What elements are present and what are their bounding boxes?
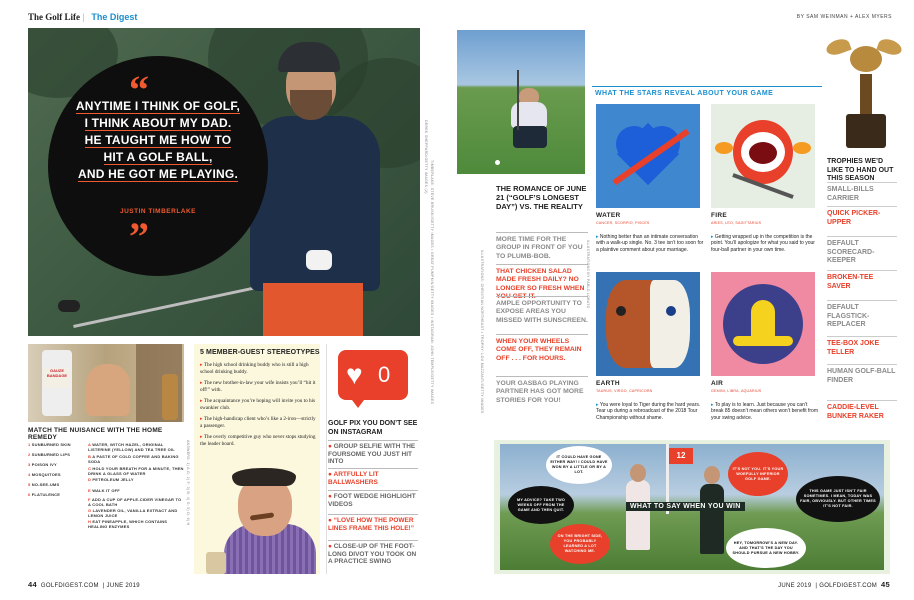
stars-credit: ILLUSTRATIONS BY PABLO LOBATO — [586, 240, 590, 309]
like-count: 0 — [378, 362, 391, 387]
footer-date: JUNE 2019 — [778, 583, 812, 589]
speech-bubble: THIS GAME JUST ISN’T FAIR SOMETIMES. I MEAN, TODAY WAS FAIR, OBVIOUSLY. BUT OTHER TIMES IT’S NOT FAIR. — [796, 476, 880, 522]
trophy-item: HUMAN GOLF-BALL FINDER — [827, 364, 897, 385]
sign-members: TAURUS, VIRGO, CAPRICORN — [596, 389, 653, 393]
cigar-man-photo — [206, 466, 316, 574]
sign-description: Getting wrapped up in the competition is the point. You’ll apologize for what you said to your four-ball partner in your own time. — [711, 234, 815, 253]
nuisance-name: SUNBURNED SKIN — [31, 442, 71, 447]
instagram-item — [328, 540, 418, 566]
sign-text — [711, 234, 819, 253]
remedy-text: HOLD YOUR BREATH FOR A MINUTE, THEN DRINK A GLASS OF WATER — [88, 466, 184, 477]
trophy-item: QUICK PICKER-UPPER — [827, 206, 897, 227]
arrow-icon: ▸ — [711, 402, 715, 408]
sign-members: GEMINI, LIBRA, AQUARIUS — [711, 389, 762, 393]
stereotype-item — [200, 362, 318, 375]
stereotype-item — [200, 398, 318, 411]
golf-glove — [306, 250, 332, 270]
page-header: The Golf Life | The Digest — [28, 12, 138, 22]
air-illustration — [711, 272, 815, 376]
romance-item: AMPLE OPPORTUNITY TO EXPOSE AREAS YOU MISSED WITH SUNSCREEN. — [496, 296, 588, 325]
item-number: 5 — [28, 482, 32, 487]
footer-site: GOLFDIGEST.COM — [40, 583, 99, 589]
remedy-text: ADD A CUP OF APPLE-CIDER VINEGAR TO A COOL BATH — [88, 497, 182, 508]
arrow-icon: ▸ — [596, 234, 600, 240]
item-letter: E — [88, 488, 93, 493]
trophy-item: TEE-BOX JOKE TELLER — [827, 336, 897, 357]
stereotype-text: The new brother-in-law your wife insists you’ll “hit it off!” with. — [200, 380, 316, 393]
fire-illustration — [711, 104, 815, 208]
item-letter: H — [88, 519, 93, 524]
item-number: 3 — [28, 462, 32, 467]
quote-line: I THINK ABOUT MY DAD. — [84, 116, 232, 130]
nuisance-item — [28, 462, 78, 467]
remedy-text: LAVENDER OIL, VANILLA EXTRACT AND LEMON JUICE — [88, 508, 178, 519]
instagram-text: CLOSE-UP OF THE FOOT-LONG DIVOT YOU TOOK ON A PRACTICE SWING — [328, 543, 417, 565]
speech-bubble: MY ADVICE? TAKE TWO WEEKS OFF FROM THE GAME AND THEN QUIT. — [508, 486, 574, 524]
remedy-item — [88, 508, 184, 518]
club-head — [58, 300, 80, 312]
photo-credits: TIMBERLAKE: STEVE BRUSKI/GETTY IMAGES • GREAT PUMPKIN/GETTY IMAGES • INSTAGRAM: JOHN TEMPLE/GETTY IMAGES — [430, 160, 434, 405]
romance-item: YOUR GASBAG PLAYING PARTNER HAS GOT MORE STORIES FOR YOU! — [496, 376, 588, 405]
trophy-item: SMALL-BILLS CARRIER — [827, 182, 897, 203]
item-number: 1 — [28, 442, 32, 447]
nuisance-item — [28, 472, 78, 477]
remedy-text: EAT PINEAPPLE, WHICH CONTAINS HEALING ENZYMES — [88, 519, 168, 530]
romance-title: THE ROMANCE OF JUNE 21 (“GOLF’S LONGEST DAY”) VS. THE REALITY — [496, 184, 587, 211]
speech-bubble: IT COULD HAVE GONE EITHER WAY! I COULD HAVE WON BY A LITTLE OR BY A LOT. — [546, 446, 612, 484]
item-number: 4 — [28, 472, 32, 477]
stars-title: WHAT THE STARS REVEAL ABOUT YOUR GAME — [595, 90, 774, 97]
remedy-item — [88, 442, 184, 452]
instagram-item — [328, 490, 418, 508]
instagram-text: GROUP SELFIE WITH THE FOURSOME YOU JUST HIT INTO — [328, 443, 416, 465]
nuisance-name: SUNBURNED LIPS — [31, 452, 71, 457]
instagram-title: GOLF PIX YOU DON’T SEE ON INSTAGRAM — [328, 420, 418, 436]
remedy-item — [88, 466, 184, 476]
item-letter: F — [88, 497, 92, 502]
nuisance-item — [28, 452, 78, 457]
sign-members: ARIES, LEO, SAGITTARIUS — [711, 221, 762, 225]
quote-line: HIT A GOLF BALL, — [103, 150, 213, 164]
hero-photo — [28, 28, 420, 336]
trophy-item: DEFAULT FLAGSTICK-REPLACER — [827, 300, 897, 330]
illustration-credits: ILLUSTRATIONS: CHRISTIAN NORTHEAST • TROPHY: LOU MAZZANTI/GETTY IMAGES — [480, 250, 484, 414]
sign-description: Nothing better than an intimate conversation with a walk-up single. No. 3 tee isn’t too soon for a plaintive comment about your marriage. — [596, 234, 704, 253]
remedy-text: A PASTE OF COLD COFFEE AND BAKING SODA — [88, 454, 179, 465]
page-number: 44 — [28, 580, 37, 589]
item-letter: A — [88, 442, 93, 447]
footer-site: GOLFDIGEST.COM — [819, 583, 878, 589]
romance-item: WHEN YOUR WHEELS COME OFF, THEY REMAIN OFF . . . FOR HOURS. — [496, 334, 588, 363]
win-title: WHAT TO SAY WHEN YOU WIN — [626, 502, 745, 511]
open-quote-mark: “ — [129, 67, 149, 112]
bullet-icon: ● — [328, 493, 334, 500]
remedy-item — [88, 497, 184, 507]
remedy-photo — [28, 344, 184, 422]
stereotype-text: The high school drinking buddy who is still a high school drinking buddy. — [200, 362, 309, 375]
instagram-item — [328, 468, 418, 486]
nuisance-name: MOSQUITOES — [31, 472, 61, 477]
section-name: The Digest — [91, 12, 138, 22]
instagram-item — [328, 514, 418, 532]
answers-key: ANSWERS: 1) A,G; 2) F; 3) B; 4) G; 5) D; 6) H — [186, 440, 190, 526]
byline: BY SAM WEINMAN + ALEX MYERS — [796, 14, 892, 20]
remedy-item — [88, 477, 184, 482]
remedy-text: WALK IT OFF — [92, 488, 120, 493]
bullet-icon: ● — [328, 443, 334, 450]
sign-name: WATER — [596, 212, 621, 219]
stereotype-text: The overly competitive guy who never stops studying the leader board. — [200, 434, 316, 447]
water-illustration — [596, 104, 700, 208]
remedy-text: PETROLEUM JELLY — [92, 477, 134, 482]
arrow-icon: ▸ — [200, 380, 204, 386]
nuisance-item — [28, 492, 78, 497]
trophy-item: BROKEN-TEE SAVER — [827, 270, 897, 291]
arrow-icon: ▸ — [200, 362, 204, 368]
speech-bubble: IT’S NOT YOU. IT’S YOUR WOEFULLY INFERIOR GOLF GAME. — [728, 452, 788, 496]
nuisance-title: MATCH THE NUISANCE WITH THE HOME REMEDY — [28, 427, 163, 441]
arrow-icon: ▸ — [200, 434, 204, 440]
close-quote-mark: ” — [129, 214, 149, 259]
romance-item: THAT CHICKEN SALAD MADE FRESH DAILY? NO LONGER SO FRESH WHEN YOU GET IT. — [496, 264, 588, 301]
item-letter: B — [88, 454, 93, 459]
stereotypes-title: 5 MEMBER-GUEST STEREOTYPES — [200, 349, 320, 356]
stars-rule — [592, 86, 822, 87]
pig-trophy-photo — [838, 40, 898, 150]
item-number: 2 — [28, 452, 32, 457]
page-number: 45 — [881, 580, 890, 589]
sign-members: CANCER, SCORPIO, PISCES — [596, 221, 650, 225]
item-letter: D — [88, 477, 93, 482]
arrow-icon: ▸ — [200, 416, 204, 422]
nuisance-name: FLATULENCE — [31, 492, 61, 497]
romance-item: MORE TIME FOR THE GROUP IN FRONT OF YOU TO PLUMB-BOB. — [496, 232, 588, 261]
pull-quote — [58, 98, 258, 183]
brand-name: The Golf Life — [28, 12, 80, 22]
speech-bubble: HEY, TOMORROW’S A NEW DAY. AND THAT’S THE DAY YOU SHOULD PURSUE A NEW HOBBY. — [726, 528, 806, 568]
quote-line: AND HE GOT ME PLAYING. — [78, 167, 238, 181]
stereotype-item — [200, 434, 318, 447]
trophies-title: TROPHIES WE’D LIKE TO HAND OUT THIS SEASON — [827, 158, 894, 182]
bullet-icon: ● — [328, 471, 334, 478]
remedy-item — [88, 454, 184, 464]
item-letter: C — [88, 466, 93, 471]
crouching-golfer-photo — [457, 30, 585, 174]
footer-date: JUNE 2019 — [106, 583, 140, 589]
nuisance-item — [28, 482, 78, 487]
sign-name: EARTH — [596, 380, 620, 387]
sign-text — [711, 402, 819, 421]
instagram-item — [328, 440, 418, 466]
remedy-item — [88, 488, 184, 493]
flag-number: 12 — [669, 448, 693, 464]
stereotype-item — [200, 416, 318, 429]
sign-description: You were loyal to Tiger during the hard years. Tear up during a rebroadcast of the 2018 Tour Championship without shame. — [596, 402, 701, 421]
arrow-icon: ▸ — [200, 398, 204, 404]
item-number: 6 — [28, 492, 32, 497]
trophy-item: DEFAULT SCORECARD-KEEPER — [827, 236, 897, 266]
stereotype-text: The acquaintance you’re hoping will invite you to his swankier club. — [200, 398, 316, 411]
bullet-icon: ● — [328, 517, 334, 524]
trophy-item: CADDIE-LEVEL BUNKER RAKER — [827, 400, 897, 421]
arrow-icon: ▸ — [596, 402, 600, 408]
instagram-text: “LOVE HOW THE POWER LINES FRAME THIS HOLE!” — [328, 517, 414, 532]
speech-bubble: ON THE BRIGHT SIDE, YOU PROBABLY LEARNED A LOT WATCHING ME. — [550, 524, 610, 564]
sign-name: FIRE — [711, 212, 728, 219]
stereotype-item — [200, 380, 318, 393]
quote-line: ANYTIME I THINK OF GOLF, — [75, 99, 241, 113]
heart-icon: ♥ — [346, 359, 363, 390]
nuisance-name: POISON IVY — [31, 462, 57, 467]
nuisance-item — [28, 442, 78, 447]
orange-pants — [263, 283, 363, 336]
remedy-text: WATER, WITCH HAZEL, ORIGINAL LISTERINE (YELLOW) AND TEA TREE OIL — [88, 442, 175, 453]
earth-illustration — [596, 272, 700, 376]
instagram-text: ARTFULLY LIT BALLWASHERS — [328, 471, 379, 486]
sign-text — [596, 402, 704, 421]
nuisance-name: NO-SEE-UMS — [31, 482, 60, 487]
left-footer: 44 GOLFDIGEST.COM | JUNE 2019 — [28, 580, 140, 589]
sign-description: To play is to learn. Just because you can’t break 85 doesn’t mean others won’t benefit from your swing advice. — [711, 402, 819, 421]
item-letter: G — [88, 508, 93, 513]
quote-author: JUSTIN TIMBERLAKE — [119, 208, 197, 215]
quote-line: HE TAUGHT ME HOW TO — [84, 133, 232, 147]
stereotype-text: The high-handicap client who’s like a 2-iron—strictly a passenger. — [200, 416, 316, 429]
bullet-icon: ● — [328, 543, 334, 550]
instagram-text: FOOT WEDGE HIGHLIGHT VIDEOS — [328, 493, 416, 508]
hero-credit: DEREK SHEPPARD/GETTY IMAGES (2) — [424, 120, 428, 194]
arrow-icon: ▸ — [711, 234, 715, 240]
badge-pointer — [352, 400, 364, 408]
sign-text — [596, 234, 704, 253]
remedy-item — [88, 519, 184, 529]
sign-name: AIR — [711, 380, 724, 387]
bottle-label: GAUZE BANDAGE — [44, 368, 70, 388]
right-footer: JUNE 2019 | GOLFDIGEST.COM 45 — [778, 580, 890, 589]
